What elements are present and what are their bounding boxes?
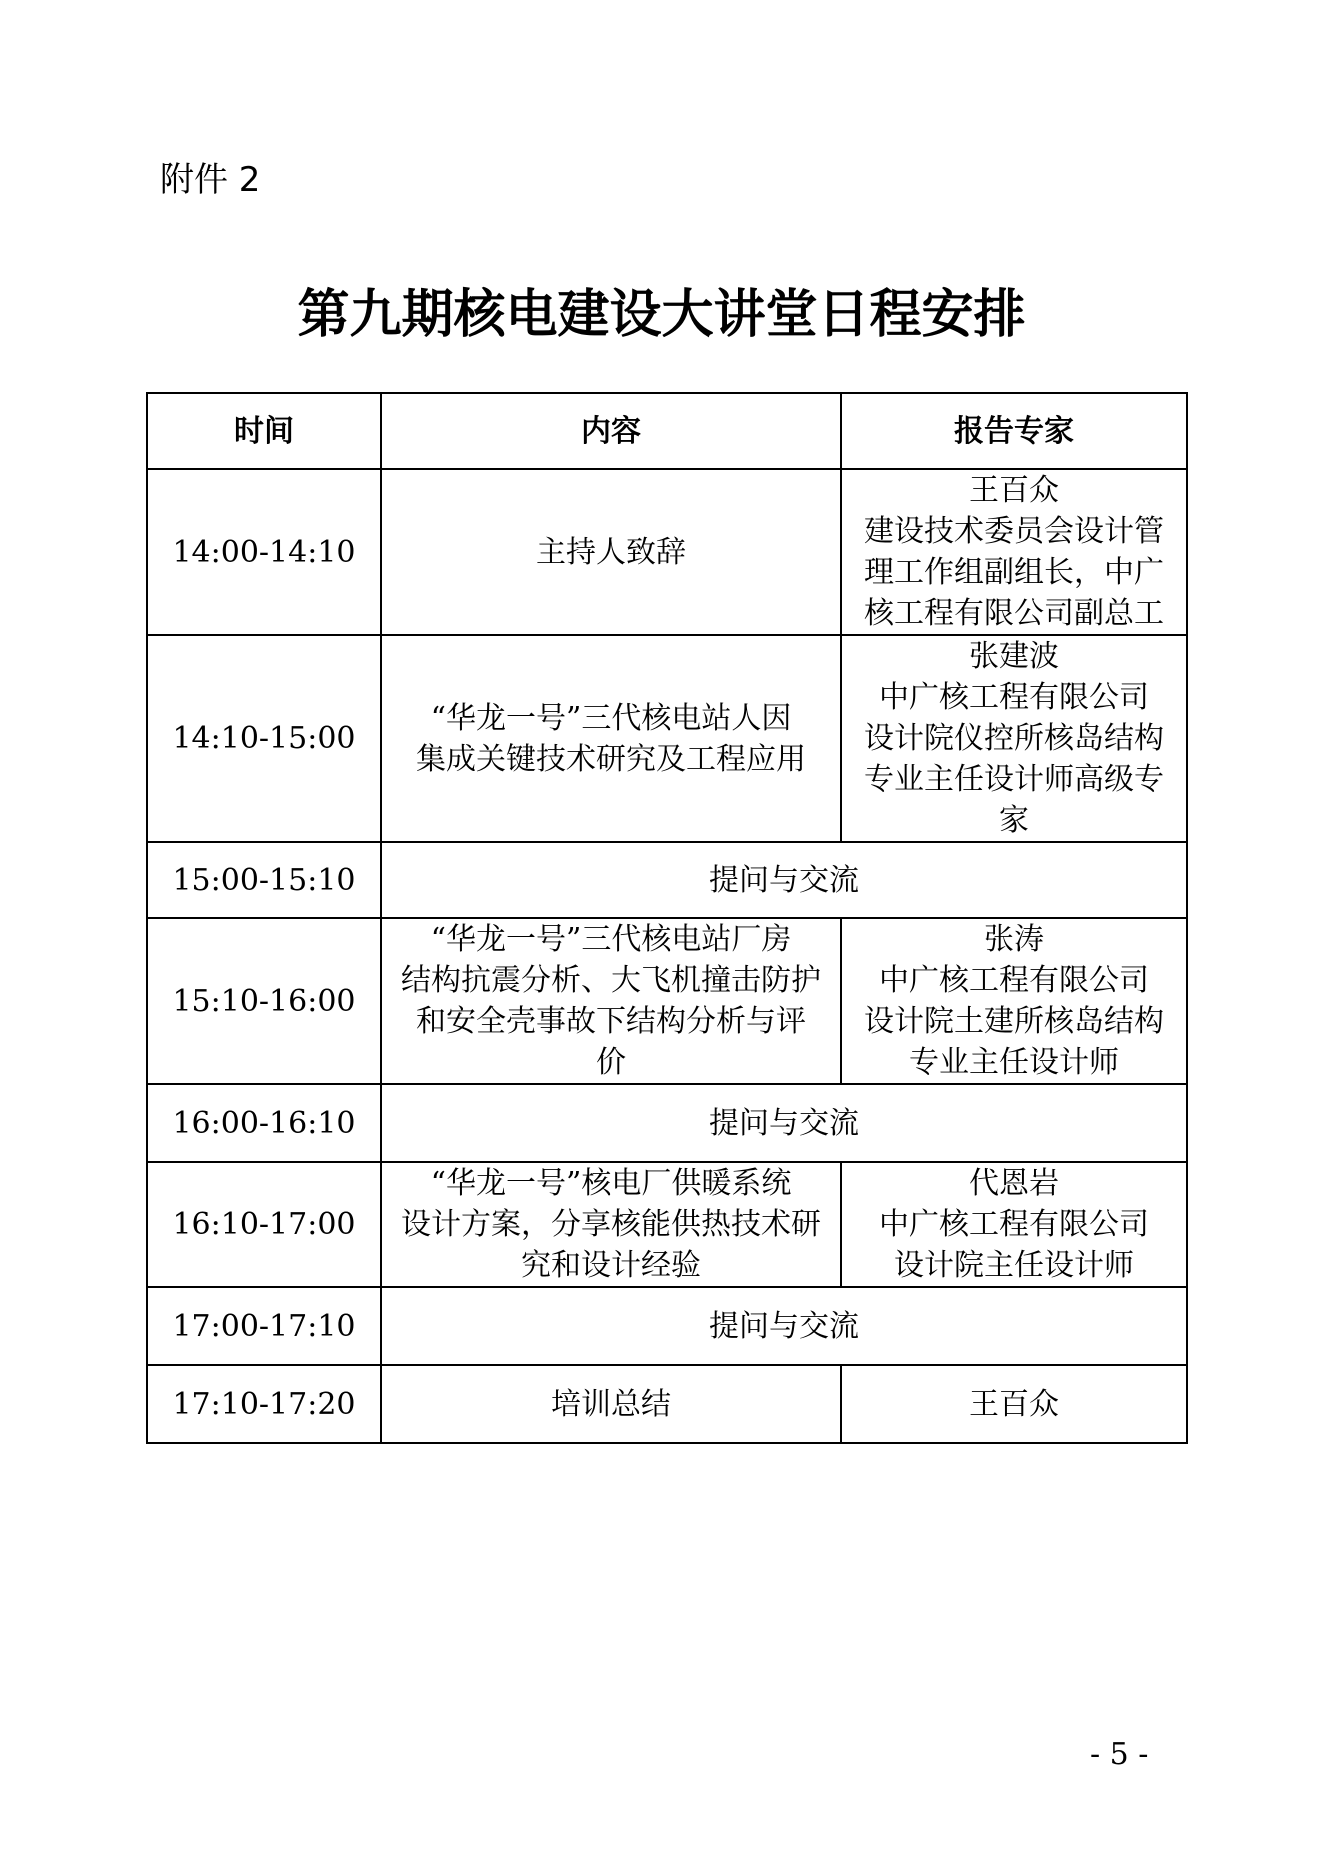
content-cell [381, 469, 841, 635]
table-row [147, 1162, 1187, 1287]
content-line: 结构抗震分析、大飞机撞击防护 [401, 963, 821, 998]
header-time: 时间 [147, 393, 381, 469]
table-row [147, 635, 1187, 842]
expert-line: 家 [999, 803, 1029, 838]
content-cell [381, 635, 841, 842]
discussion-cell: 提问与交流 [381, 1084, 1187, 1162]
content-line: 培训总结 [551, 1386, 671, 1422]
expert-name: 张建波 [969, 639, 1059, 674]
time-cell: 14:10-15:00 [147, 635, 381, 842]
schedule-table [146, 392, 1188, 1444]
content-line: 价 [596, 1045, 626, 1080]
expert-cell [841, 918, 1187, 1084]
expert-line: 专业主任设计师高级专 [864, 762, 1164, 797]
page-title: 第九期核电建设大讲堂日程安排 [297, 284, 1026, 345]
time-cell: 17:10-17:20 [147, 1365, 381, 1443]
expert-line: 设计院仪控所核岛结构 [864, 721, 1164, 756]
expert-line: 中广核工程有限公司 [879, 680, 1149, 715]
expert-line: 中广核工程有限公司 [879, 963, 1149, 998]
time-cell: 15:00-15:10 [147, 842, 381, 918]
content-line: “华龙一号”核电厂供暖系统 [430, 1166, 792, 1201]
content-line: “华龙一号”三代核电站人因 [430, 700, 792, 736]
content-cell [381, 1162, 841, 1287]
expert-line: 设计院主任设计师 [894, 1248, 1134, 1283]
expert-cell [841, 469, 1187, 635]
expert-name: 张涛 [984, 922, 1044, 957]
expert-name: 代恩岩 [969, 1166, 1059, 1201]
expert-line: 专业主任设计师 [909, 1045, 1119, 1080]
time-cell: 17:00-17:10 [147, 1287, 381, 1365]
expert-line: 中广核工程有限公司 [879, 1207, 1149, 1242]
content-line: 和安全壳事故下结构分析与评 [416, 1004, 806, 1039]
expert-name: 王百众 [969, 473, 1059, 508]
content-line: “华龙一号”三代核电站厂房 [430, 922, 792, 957]
table-row [147, 842, 1187, 918]
discussion-cell: 提问与交流 [381, 1287, 1187, 1365]
header-content: 内容 [381, 393, 841, 469]
table-row [147, 1287, 1187, 1365]
table-row [147, 469, 1187, 635]
content-line: 集成关键技术研究及工程应用 [416, 741, 806, 777]
content-line: 究和设计经验 [521, 1248, 701, 1283]
expert-cell [841, 1162, 1187, 1287]
expert-line: 核工程有限公司副总工 [864, 596, 1164, 631]
table-row [147, 918, 1187, 1084]
page-number: - 5 - [1090, 1737, 1149, 1772]
content-line: 主持人致辞 [536, 534, 686, 570]
expert-line: 设计院土建所核岛结构 [864, 1004, 1164, 1039]
content-line: 设计方案，分享核能供热技术研 [401, 1207, 821, 1242]
table-row [147, 1365, 1187, 1443]
time-cell: 14:00-14:10 [147, 469, 381, 635]
table-row [147, 1084, 1187, 1162]
time-cell: 16:00-16:10 [147, 1084, 381, 1162]
attachment-label: 附件 2 [160, 160, 261, 200]
header-expert: 报告专家 [841, 393, 1187, 469]
content-cell [381, 1365, 841, 1443]
time-cell: 15:10-16:00 [147, 918, 381, 1084]
table-header-row [147, 393, 1187, 469]
expert-line: 建设技术委员会设计管 [864, 514, 1164, 549]
content-cell [381, 918, 841, 1084]
expert-line: 理工作组副组长，中广 [864, 555, 1164, 590]
discussion-cell: 提问与交流 [381, 842, 1187, 918]
expert-cell [841, 635, 1187, 842]
expert-cell [841, 1365, 1187, 1443]
expert-name: 王百众 [969, 1386, 1059, 1422]
time-cell: 16:10-17:00 [147, 1162, 381, 1287]
